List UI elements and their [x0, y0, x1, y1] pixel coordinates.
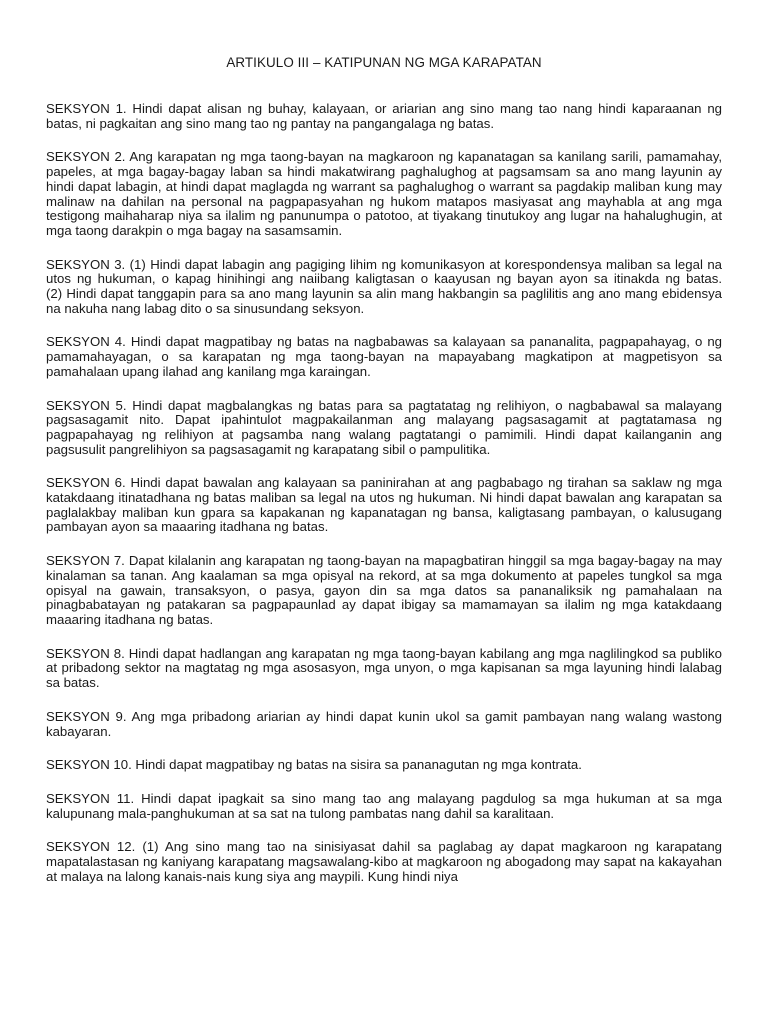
section-7: [46, 554, 722, 628]
section-9: [46, 710, 722, 739]
section-1: [46, 102, 722, 131]
section-paragraph: SEKSYON 3. (1) Hindi dapat labagin ang pagiging lihim ng komunikasyon at korespondensya maliban sa legal na utos ng hukuman, o kapag hinihingi ang naiibang kaligtasan o kaayusan ng bayan ayon sa itinakda ng batas.: [46, 256, 722, 287]
section-2: [46, 150, 722, 238]
section-paragraph: SEKSYON 6. Hindi dapat bawalan ang kalayaan sa paninirahan at ang pagbabago ng tirahan sa saklaw ng mga katakdaang itinatadhana ng batas maliban sa legal na utos ng hukuman. Ni hindi dapat bawalan ang karapatan sa paglalakbay maliban kun gpara sa kapakanan ng kapanatagan ng bansa, kaligtasang pambayan, o kalusugang pambayan ayon sa maaaring itadhana ng batas.: [46, 475, 722, 535]
section-5: [46, 399, 722, 458]
section-paragraph: SEKSYON 9. Ang mga pribadong ariarian ay hindi dapat kunin ukol sa gamit pambayan nang walang wastong kabayaran.: [46, 708, 722, 739]
article-title: ARTIKULO III – KATIPUNAN NG MGA KARAPATAN: [226, 55, 542, 70]
section-paragraph: SEKSYON 8. Hindi dapat hadlangan ang karapatan ng mga taong-bayan kabilang ang mga naglilingkod sa publiko at pribadong sektor na magtatag ng mga asosasyon, mga unyon, o mga kapisanan sa mga layuning hindi lalabag sa batas.: [46, 645, 722, 691]
section-paragraph: SEKSYON 2. Ang karapatan ng mga taong-bayan na magkaroon ng kapanatagan sa kanilang sarili, pamamahay, papeles, at mga bagay-bagay laban sa hindi makatwirang paghalughog at pagsamsam sa ano mang layunin ay hindi dapat labagin, at hindi dapat maglagda ng warrant sa paghalughog o warrant sa pagdakip maliban kung may malinaw na dahilan na personal na pagpapasyahan ng hukom matapos masiyasat ang mayhabla at ang mga testigong maihaharap niya sa ilalim ng panunumpa o patotoo, at tiyakang tinutukoy ang lugar na hahalughugin, at mga taong darakpin o mga bagay na sasamsamin.: [46, 149, 722, 238]
section-3: [46, 258, 722, 317]
section-8: [46, 647, 722, 691]
section-paragraph: SEKSYON 4. Hindi dapat magpatibay ng batas na nagbabawas sa kalayaan sa pananalita, pagpapahayag, o ng pamamahayagan, o sa karapatan ng mga taong-bayan na mapayabang magkatipon at magpetisyon sa pamahalaan upang ilahad ang kanilang mga karaingan.: [46, 334, 722, 379]
section-4: [46, 335, 722, 379]
section-10: [46, 758, 722, 773]
section-paragraph: SEKSYON 7. Dapat kilalanin ang karapatan ng taong-bayan na mapagbatiran hinggil sa mga bagay-bagay na may kinalaman sa tanan. Ang kaalaman sa mga opisyal na rekord, at sa mga dokumento at papeles tungkol sa mga opisyal na gawain, transaksyon, o pasya, gayon din sa mga datos sa pananaliksik ng pamahalaan na pinagbabatayan ng patakaran sa pagpapaunlad ay dapat ibigay sa mamamayan sa ilalim ng mga katakdaang maaaring itadhana ng batas.: [46, 553, 722, 627]
section-paragraph: (2) Hindi dapat tanggapin para sa ano mang layunin sa alin mang hakbangin sa paglilitis ang ano mang ebidensya na nakuha nang labag dito o sa sinusundang seksyon.: [46, 286, 722, 316]
section-paragraph: SEKSYON 1. Hindi dapat alisan ng buhay, kalayaan, or ariarian ang sino mang tao nang hindi kaparaanan ng batas, ni pagkaitan ang sino mang tao ng pantay na pangangalaga ng batas.: [46, 101, 722, 131]
section-11: [46, 792, 722, 821]
section-paragraph: SEKSYON 11. Hindi dapat ipagkait sa sino mang tao ang malayang pagdulog sa mga hukuman at sa mga kalupunang mala-panghukuman at sa sat na tulong pambatas nang dahil sa karalitaan.: [46, 790, 722, 821]
section-6: [46, 476, 722, 535]
section-paragraph: SEKSYON 10. Hindi dapat magpatibay ng batas na sisira sa pananagutan ng mga kontrata.: [46, 757, 582, 773]
section-12: [46, 840, 722, 884]
section-paragraph: SEKSYON 12. (1) Ang sino mang tao na sinisiyasat dahil sa paglabag ay dapat magkaroon ng karapatang mapatalastasan ng kaniyang karapatang magsawalang-kibo at magkaroon ng abogadong may sapat na kakayahan at malaya na lalong kanais-nais kung siya ang maypili. Kung hindi niya: [46, 839, 722, 884]
section-paragraph: SEKSYON 5. Hindi dapat magbalangkas ng batas para sa pagtatatag ng relihiyon, o nagbabawal sa malayang pagsasagamit nito. Dapat ipahintulot magpakailanman ang malayang pagsasagamit at pagtatamasa ng pagpapahayag ng relihiyon at pagsamba nang walang pagtatangi o pamimili. Hindi dapat kailanganin ang pagsusulit pangrelihiyon sa pagsasagamit ng karapatang sibil o pampulitika.: [46, 397, 722, 457]
